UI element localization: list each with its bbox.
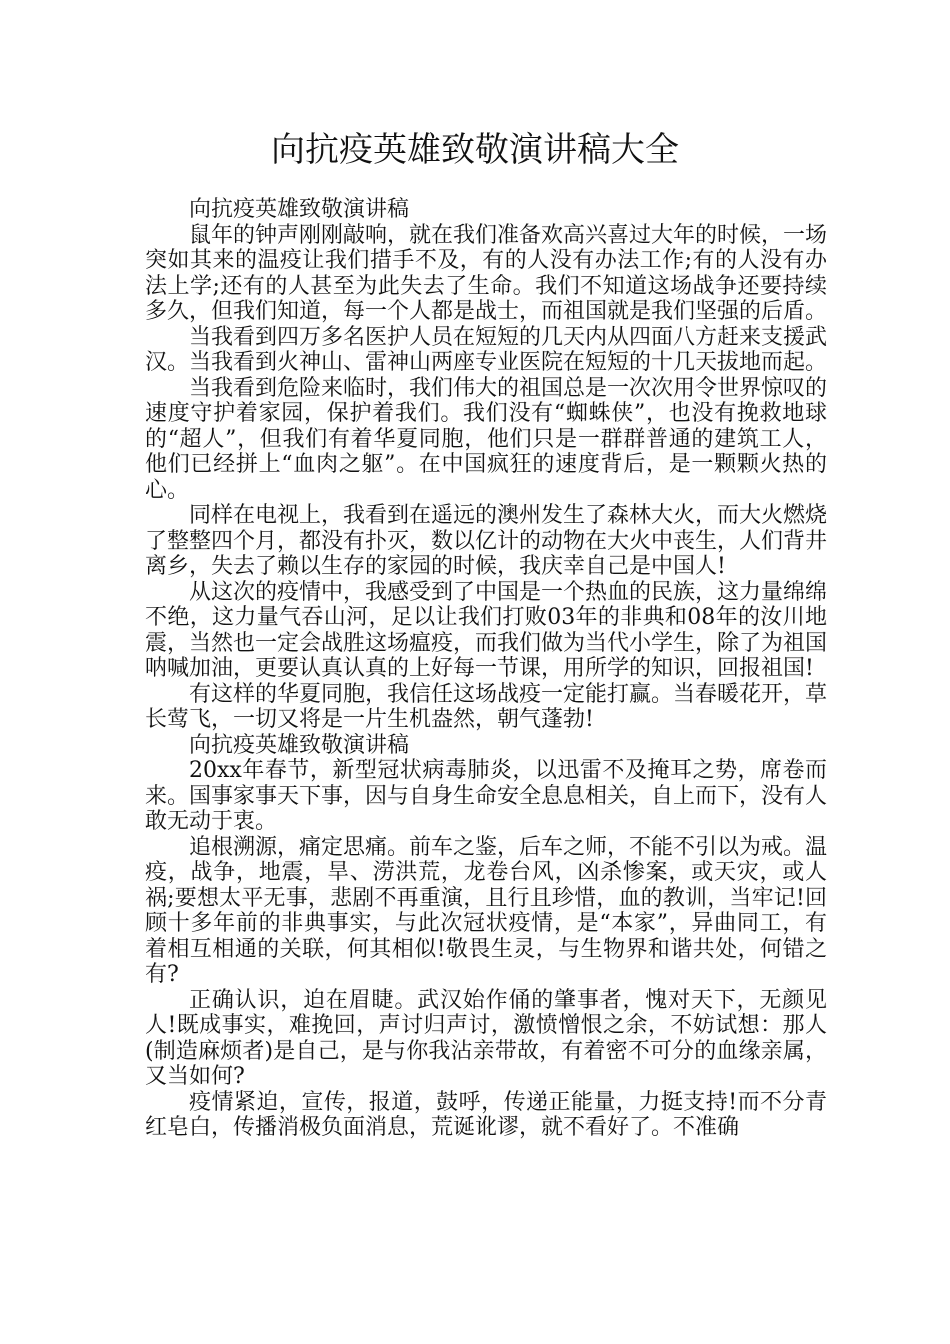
paragraph: 当我看到四万多名医护人员在短短的几天内从四面八方赶来支援武汉。当我看到火神山、雷神山两座专业医院在短短的十几天拔地而起。 [145,324,828,375]
paragraph: 当我看到危险来临时，我们伟大的祖国总是一次次用令世界惊叹的速度守护着家园，保护着我们。我们没有“蜘蛛侠”，也没有挽救地球的“超人”，但我们有着华夏同胞，他们只是一群群普通的建筑工人，他们已经拼上“血肉之躯”。在中国疯狂的速度背后，是一颗颗火热的心。 [145,375,828,503]
document-title: 向抗疫英雄致敬演讲稿大全 [271,130,679,170]
paragraph: 追根溯源，痛定思痛。前车之鉴，后车之师，不能不引以为戒。温疫，战争，地震，旱、涝洪荒，龙卷台风，凶杀惨案，或天灾，或人祸;要想太平无事，悲剧不再重演，且行且珍惜，血的教训，当牢记!回顾十多年前的非典事实，与此次冠状疫情，是“本家”，异曲同工，有着相互相通的关联，何其相似!敬畏生灵，与生物界和谐共处，何错之有? [145,834,828,987]
paragraph: 同样在电视上，我看到在遥远的澳州发生了森林大火，而大火燃烧了整整四个月，都没有扑灭，数以亿计的动物在大火中丧生，人们背井离乡，失去了赖以生存的家园的时候，我庆幸自己是中国人! [145,503,828,579]
paragraph: 向抗疫英雄致敬演讲稿 [189,732,410,758]
paragraph: 20xx年春节，新型冠状病毒肺炎，以迅雷不及掩耳之势，席卷而来。国事家事天下事，因与自身生命安全息息相关，自上而下，没有人敢无动于衷。 [145,758,828,834]
paragraph: 疫情紧迫，宣传，报道，鼓呼，传递正能量，力挺支持!而不分青红皂白，传播消极负面消息，荒诞讹谬，就不看好了。不准确 [145,1089,827,1140]
paragraph: 向抗疫英雄致敬演讲稿 [189,197,410,222]
paragraph: 鼠年的钟声刚刚敲响，就在我们准备欢高兴喜过大年的时候，一场突如其来的温疫让我们措手不及，有的人没有办法工作;有的人没有办法上学;还有的人甚至为此失去了生命。我们不知道这场战争还要持续多久，但我们知道，每一个人都是战士，而祖国就是我们坚强的后盾。 [145,222,828,324]
paragraph: 有这样的华夏同胞，我信任这场战疫一定能打赢。当春暖花开，草长莺飞，一切又将是一片生机盎然，朝气蓬勃! [145,681,828,732]
paragraph: 正确认识，迫在眉睫。武汉始作俑的肇事者，愧对天下，无颜见人!既成事实，难挽回，声讨归声讨，激愤憎恨之余，不妨试想：那人(制造麻烦者)是自己，是与你我沾亲带故，有着密不可分的血缘亲属，又当如何? [145,987,827,1089]
paragraph: 从这次的疫情中，我感受到了中国是一个热血的民族，这力量绵绵不绝，这力量气吞山河，足以让我们打败03年的非典和08年的汝川地震，当然也一定会战胜这场瘟疫，而我们做为当代小学生，除了为祖国呐喊加油，更要认真认真的上好每一节课，用所学的知识，回报祖国! [145,579,828,681]
document-body [145,197,827,1141]
